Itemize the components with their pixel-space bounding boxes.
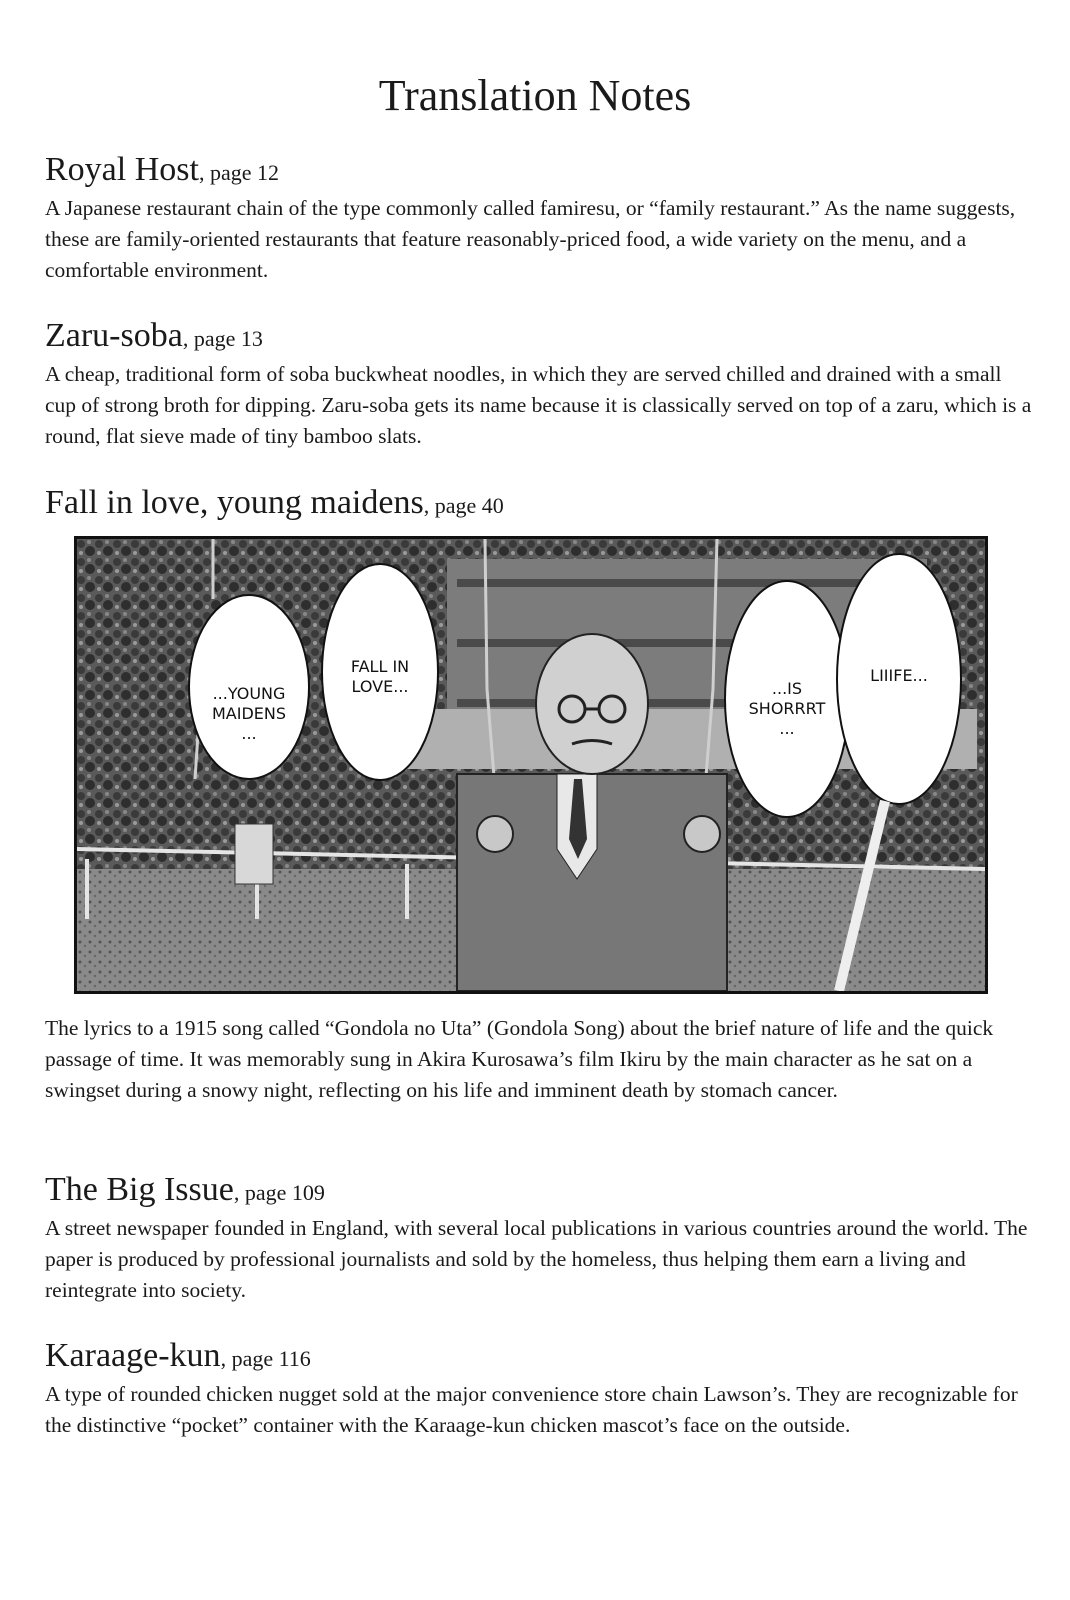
note-heading <box>45 150 1035 193</box>
speech-bubble-fall-in-love <box>322 564 438 780</box>
trash-can <box>235 824 273 884</box>
bubble-line: ... <box>241 724 257 743</box>
note-page-ref: , page 13 <box>182 326 263 351</box>
speech-bubble-young-maidens <box>189 595 309 779</box>
note-page-ref: , page 40 <box>423 493 504 518</box>
speech-bubble-is-short <box>725 581 849 817</box>
bubble-line: FALL IN <box>350 657 410 676</box>
note-heading <box>45 316 1035 359</box>
bubble-line: LOVE... <box>351 677 409 696</box>
note-heading <box>45 1170 1035 1213</box>
note-karaage-kun <box>45 1336 1035 1441</box>
note-body: The lyrics to a 1915 song called “Gondola no Uta” (Gondola Song) about the brief nature of life and the quick passage of time. It was memorably sung in Akira Kurosawa’s film Ikiru by the main character as he sat on a swingset during a snowy night, reflecting on his life and imminent death by stomach cancer. <box>45 1016 994 1102</box>
bubble-line: MAIDENS <box>211 704 287 723</box>
note-heading <box>45 483 1035 526</box>
note-royal-host <box>45 150 1035 286</box>
note-page-ref: , page 116 <box>220 1346 311 1371</box>
bubble-line: ...IS <box>771 679 803 698</box>
note-body: A type of rounded chicken nugget sold at the major convenience store chain Lawson’s. They are recognizable for the distinctive “pocket” container with the Karaage-kun chicken mascot’s face on the outside. <box>45 1382 1018 1437</box>
bubble-line: LIIIFE... <box>870 666 928 685</box>
manga-panel-illustration <box>77 539 985 991</box>
note-fall-in-love <box>45 483 1035 526</box>
note-big-issue <box>45 1170 1035 1306</box>
note-heading <box>45 1336 1035 1379</box>
bubble-line: ... <box>779 719 795 738</box>
note-body: A cheap, traditional form of soba buckwheat noodles, in which they are served chilled and drained with a small cup of strong broth for dipping. Zaru-soba gets its name because it is classically served on top of a zaru, which is a round, flat sieve made of tiny bamboo slats. <box>45 362 1032 448</box>
manga-panel <box>74 536 988 994</box>
bubble-line: ...YOUNG <box>212 684 286 703</box>
speech-bubble-life <box>837 554 961 804</box>
note-body: A street newspaper founded in England, with several local publications in various countries around the world. The paper is produced by professional journalists and sold by the homeless, thus helping them earn a living and reintegrate into society. <box>45 1216 1028 1302</box>
note-page-ref: , page 109 <box>233 1180 325 1205</box>
bubble-line: SHORRRT <box>748 699 826 718</box>
note-term: Zaru-soba <box>45 317 183 354</box>
note-zaru-soba <box>45 316 1035 452</box>
note-term: Karaage-kun <box>45 1337 221 1374</box>
note-term: Royal Host <box>45 151 199 188</box>
note-page-ref: , page 12 <box>198 160 279 185</box>
page-title: Translation Notes <box>378 71 692 120</box>
note-body: A Japanese restaurant chain of the type commonly called famiresu, or “family restaurant.” As the name suggests, these are family-oriented restaurants that feature reasonably-priced food, a wide variety on the menu, and a comfortable environment. <box>45 196 1016 282</box>
note-term: The Big Issue <box>45 1171 234 1208</box>
note-term: Fall in love, young maidens <box>45 484 424 521</box>
